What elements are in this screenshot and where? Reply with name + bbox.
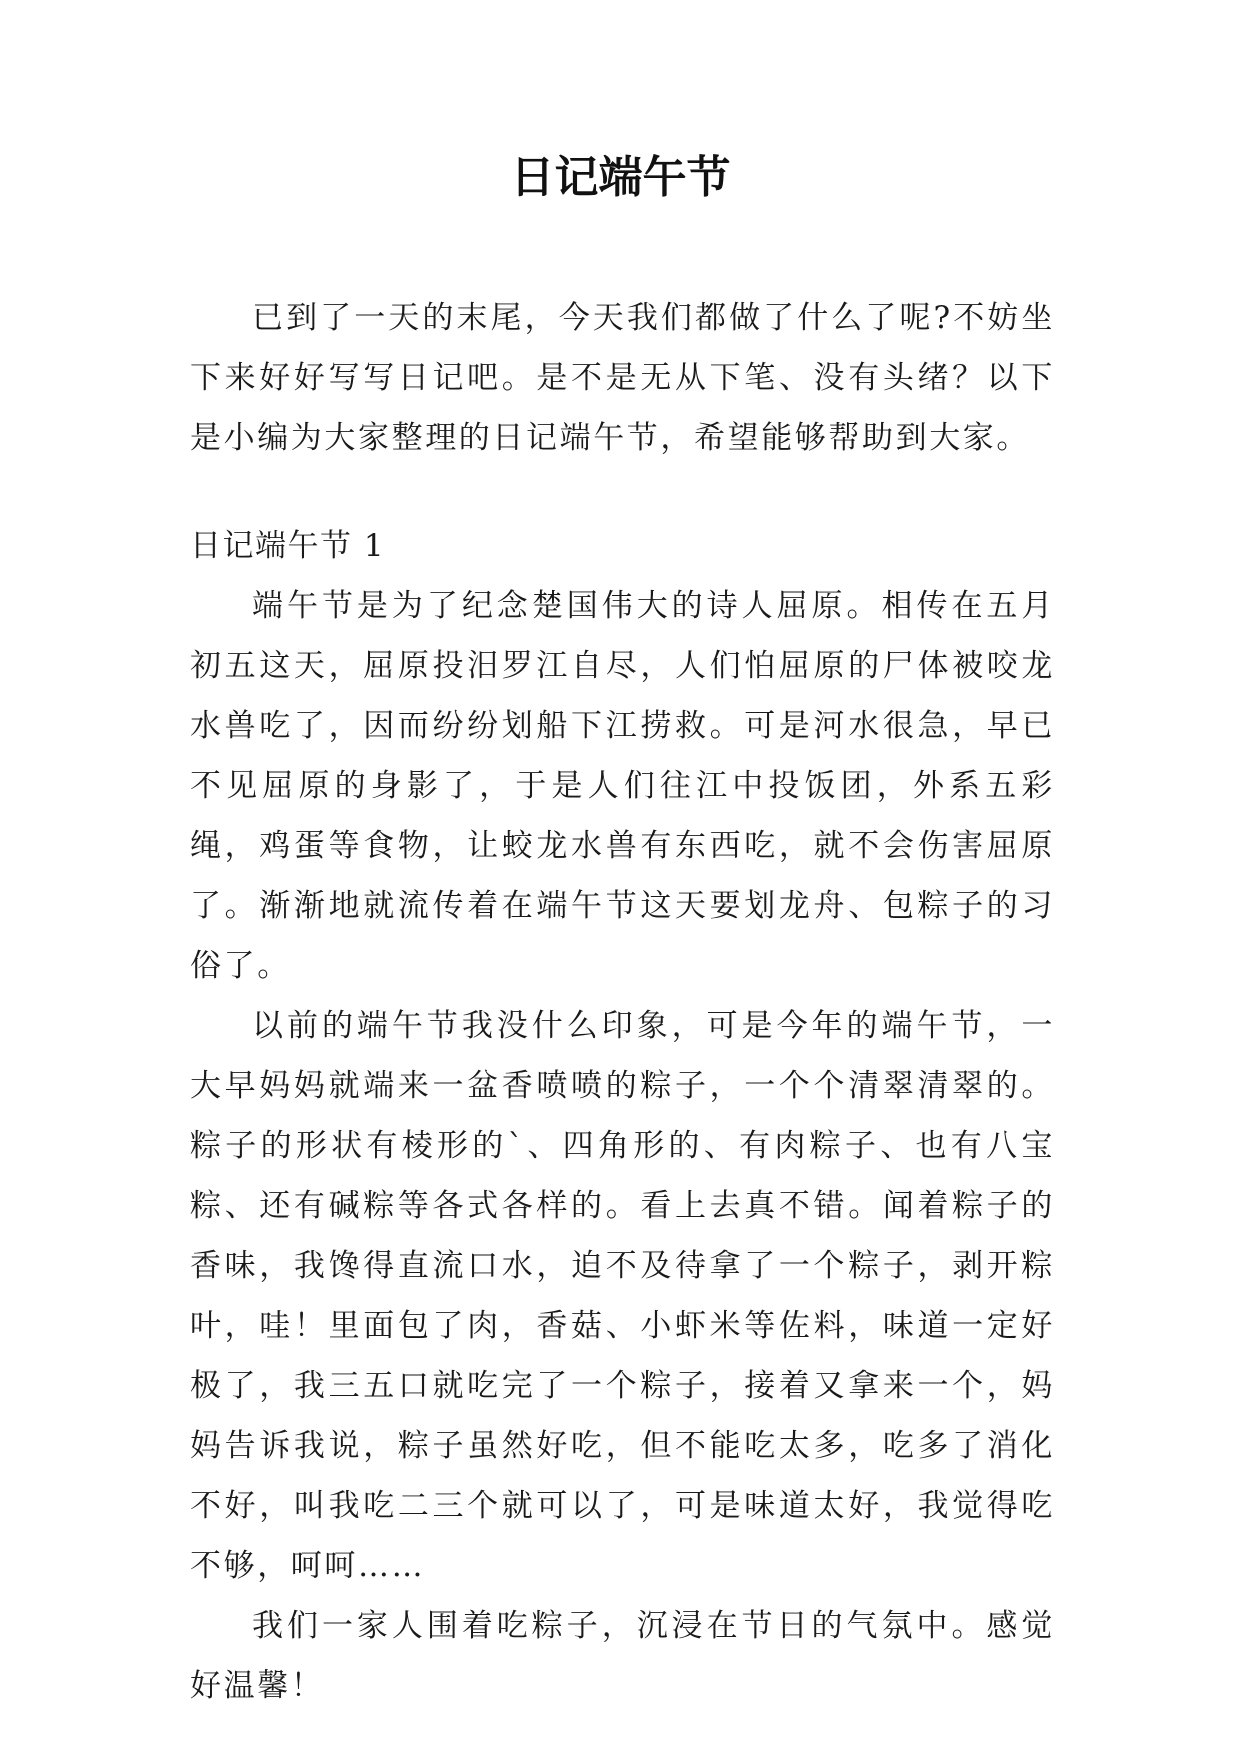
- intro-paragraph: 已到了一天的末尾，今天我们都做了什么了呢?不妨坐下来好好写写日记吧。是不是无从下笔、没有头绪？以下是小编为大家整理的日记端午节，希望能够帮助到大家。: [190, 300, 1055, 456]
- body-paragraph-1: 端午节是为了纪念楚国伟大的诗人屈原。相传在五月初五这天，屈原投汨罗江自尽，人们怕屈原的尸体被咬龙水兽吃了，因而纷纷划船下江捞救。可是河水很急，早已不见屈原的身影了，于是人们往江中投饭团，外系五彩绳，鸡蛋等食物，让蛟龙水兽有东西吃，就不会伤害屈原了。渐渐地就流传着在端午节这天要划龙舟、包粽子的习俗了。: [190, 588, 1055, 984]
- document-title: 日记端午节: [510, 152, 731, 203]
- body-paragraph-2: 以前的端午节我没什么印象，可是今年的端午节，一大早妈妈就端来一盆香喷喷的粽子，一个个清翠清翠的。粽子的形状有棱形的`、四角形的、有肉粽子、也有八宝粽、还有碱粽等各式各样的。看上去真不错。闻着粽子的香味，我馋得直流口水，迫不及待拿了一个粽子，剥开粽叶，哇！里面包了肉，香菇、小虾米等佐料，味道一定好极了，我三五口就吃完了一个粽子，接着又拿来一个，妈妈告诉我说，粽子虽然好吃，但不能吃太多，吃多了消化不好，叫我吃二三个就可以了，可是味道太好，我觉得吃不够，呵呵……: [190, 1008, 1055, 1584]
- section-heading: 日记端午节 1: [190, 528, 386, 564]
- body-paragraph-3: 我们一家人围着吃粽子，沉浸在节日的气氛中。感觉好温馨！: [190, 1608, 1055, 1704]
- document-body: [190, 288, 1055, 1716]
